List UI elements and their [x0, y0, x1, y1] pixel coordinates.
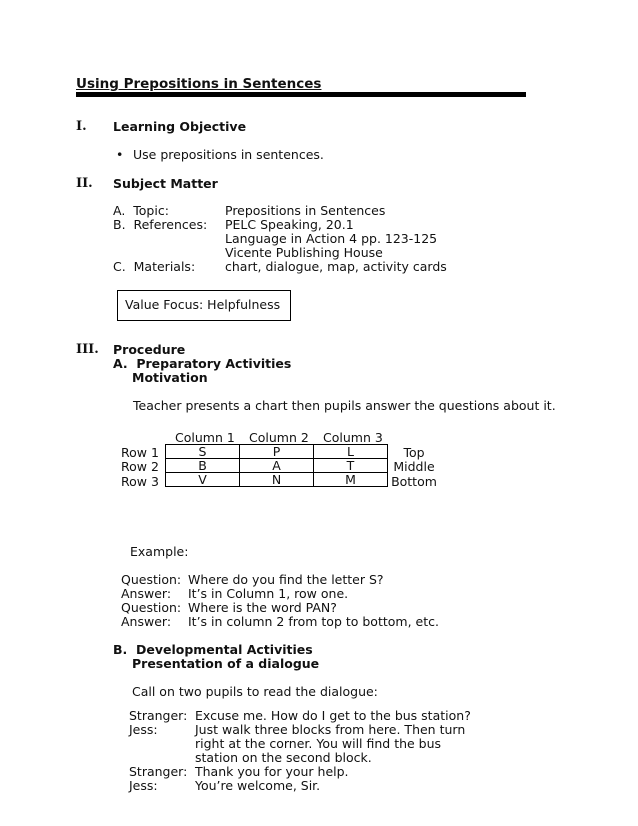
position-label: Bottom — [391, 474, 437, 489]
dialogue-instruction: Call on two pupils to read the dialogue: — [132, 684, 378, 699]
section-3-heading: Procedure — [113, 342, 186, 357]
qa-label: Answer: — [121, 586, 172, 601]
reference-line: PELC Speaking, 20.1 — [225, 217, 354, 232]
chart-cell: M — [314, 473, 388, 487]
dialogue-line: Just walk three blocks from here. Then turn — [195, 722, 466, 737]
position-label: Middle — [393, 459, 435, 474]
chart-cell: N — [240, 473, 314, 487]
column-header: Column 1 — [175, 430, 235, 445]
qa-label: Answer: — [121, 614, 172, 629]
dialogue-line: Thank you for your help. — [195, 764, 349, 779]
qa-text: Where is the word PAN? — [188, 600, 337, 615]
subsection-a-heading: A. Preparatory Activities — [113, 356, 292, 371]
section-2-heading: Subject Matter — [113, 176, 218, 191]
dialogue-heading: Presentation of a dialogue — [132, 656, 320, 671]
chart-cell: V — [166, 473, 240, 487]
letter-chart — [165, 444, 388, 487]
row-label: Row 1 — [121, 445, 159, 460]
column-header: Column 3 — [323, 430, 383, 445]
speaker-label: Stranger: — [129, 708, 188, 723]
objective-text: Use prepositions in sentences. — [133, 147, 324, 162]
chart-cell: L — [314, 445, 388, 459]
topic-value: Prepositions in Sentences — [225, 203, 386, 218]
speaker-label: Stranger: — [129, 764, 188, 779]
qa-text: Where do you find the letter S? — [188, 572, 384, 587]
motivation-intro: Teacher presents a chart then pupils answer the questions about it. — [133, 398, 556, 413]
dialogue-line: station on the second block. — [195, 750, 372, 765]
value-focus-text: Value Focus: Helpfulness — [125, 297, 281, 312]
dialogue-line: Excuse me. How do I get to the bus station? — [195, 708, 471, 723]
reference-line: Language in Action 4 pp. 123-125 — [225, 231, 438, 246]
chart-cell: T — [314, 459, 388, 473]
dialogue-line: You’re welcome, Sir. — [195, 778, 321, 793]
bullet-icon: • — [116, 147, 124, 162]
qa-text: It’s in Column 1, row one. — [188, 586, 349, 601]
materials-value: chart, dialogue, map, activity cards — [225, 259, 447, 274]
value-focus-box — [117, 290, 291, 321]
title-rule — [76, 92, 526, 97]
motivation-heading: Motivation — [132, 370, 208, 385]
row-label: Row 3 — [121, 474, 159, 489]
speaker-label: Jess: — [129, 722, 158, 737]
qa-text: It’s in column 2 from top to bottom, etc. — [188, 614, 439, 629]
column-header: Column 2 — [249, 430, 309, 445]
subsection-b-heading: B. Developmental Activities — [113, 642, 313, 657]
position-label: Top — [403, 445, 425, 460]
chart-cell: S — [166, 445, 240, 459]
section-1-heading: Learning Objective — [113, 119, 247, 134]
page-title: Using Prepositions in Sentences — [76, 76, 322, 92]
section-3-numeral: III. — [76, 342, 99, 357]
qa-label: Question: — [121, 600, 182, 615]
table-row — [166, 459, 388, 473]
qa-label: Question: — [121, 572, 182, 587]
speaker-label: Jess: — [129, 778, 158, 793]
chart-cell: P — [240, 445, 314, 459]
table-row — [166, 473, 388, 487]
references-label: B. References: — [113, 217, 208, 232]
section-2-numeral: II. — [76, 176, 93, 191]
materials-label: C. Materials: — [113, 259, 196, 274]
topic-label: A. Topic: — [113, 203, 169, 218]
reference-line: Vicente Publishing House — [225, 245, 383, 260]
chart-cell: A — [240, 459, 314, 473]
row-label: Row 2 — [121, 459, 159, 474]
chart-cell: B — [166, 459, 240, 473]
example-label: Example: — [130, 544, 189, 559]
table-row — [166, 445, 388, 459]
dialogue-line: right at the corner. You will find the bus — [195, 736, 442, 751]
section-1-numeral: I. — [76, 119, 87, 134]
